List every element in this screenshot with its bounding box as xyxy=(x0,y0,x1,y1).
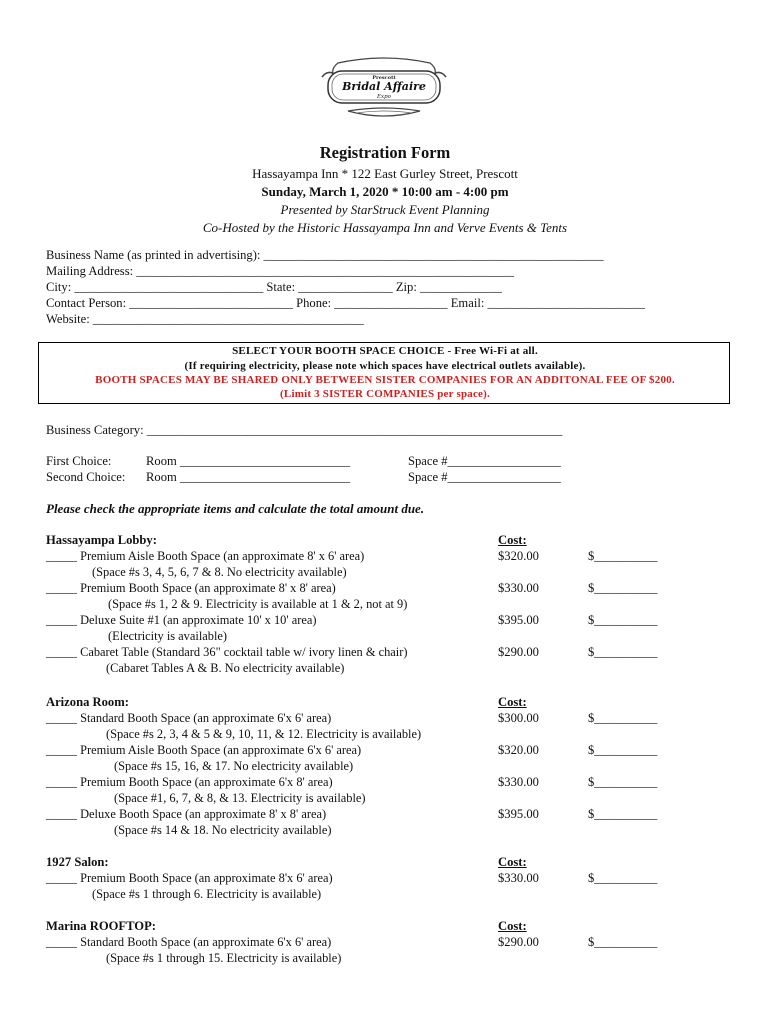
booth-box-line-4: (Limit 3 SISTER COMPANIES per space). xyxy=(280,388,490,400)
amount-due-field[interactable]: $__________ xyxy=(588,645,658,659)
amount-due-field[interactable]: $__________ xyxy=(588,549,658,563)
first-choice-room-field[interactable]: Room ___________________________ xyxy=(146,454,350,468)
second-choice-room-field[interactable]: Room ___________________________ xyxy=(146,470,350,484)
booth-option-cost: $320.00 xyxy=(498,549,539,563)
booth-box-line-3: BOOTH SPACES MAY BE SHARED ONLY BETWEEN SISTER COMPANIES FOR AN ADDITONAL FEE OF $200. xyxy=(95,374,675,386)
date-line: Sunday, March 1, 2020 * 10:00 am - 4:00 pm xyxy=(261,184,509,199)
booth-option-note: (Cabaret Tables A & B. No electricity available) xyxy=(106,661,345,675)
contact-phone-email-field[interactable]: Contact Person: __________________________ Phone: __________________ Email: _________________________ xyxy=(46,296,645,310)
booth-option-note: (Space #s 1 through 6. Electricity is available) xyxy=(92,887,322,901)
first-choice-space-field[interactable]: Space #__________________ xyxy=(408,454,561,468)
booth-option-note: (Space #s 1, 2 & 9. Electricity is available at 1 & 2, not at 9) xyxy=(108,597,408,611)
city-state-zip-field[interactable]: City: ______________________________ State: _______________ Zip: _____________ xyxy=(46,280,502,294)
amount-due-field[interactable]: $__________ xyxy=(588,743,658,757)
booth-option-cost: $290.00 xyxy=(498,645,539,659)
amount-due-field[interactable]: $__________ xyxy=(588,581,658,595)
presented-line: Presented by StarStruck Event Planning xyxy=(280,202,490,217)
booth-option-line[interactable]: _____ Deluxe Suite #1 (an approximate 10' x 10' area) xyxy=(46,613,317,627)
booth-option-note: (Space #s 15, 16, & 17. No electricity available) xyxy=(114,759,354,773)
booth-option-line[interactable]: _____ Standard Booth Space (an approximate 6'x 6' area) xyxy=(46,935,332,949)
second-choice-label: Second Choice: xyxy=(46,470,126,484)
second-choice-space-field[interactable]: Space #__________________ xyxy=(408,470,561,484)
cohost-line: Co-Hosted by the Historic Hassayampa Inn and Verve Events & Tents xyxy=(202,220,568,235)
booth-box-line-1: SELECT YOUR BOOTH SPACE CHOICE - Free Wi-Fi at all. xyxy=(232,345,538,357)
mailing-address-field[interactable]: Mailing Address: ____________________________________________________________ xyxy=(46,264,515,278)
booth-box-line-2: (If requiring electricity, please note which spaces have electrical outlets available). xyxy=(184,360,586,372)
amount-due-field[interactable]: $__________ xyxy=(588,807,658,821)
section-heading: Marina ROOFTOP: xyxy=(46,919,156,933)
venue-line: Hassayampa Inn * 122 East Gurley Street, Prescott xyxy=(252,166,518,181)
booth-option-line[interactable]: _____ Premium Aisle Booth Space (an approximate 8' x 6' area) xyxy=(46,549,365,563)
logo-top-text: Prescott xyxy=(372,75,396,81)
logo-main-text: Bridal Affaire xyxy=(342,80,426,93)
booth-option-note: (Space #1, 6, 7, & 8, & 13. Electricity is available) xyxy=(114,791,366,805)
booth-option-line[interactable]: _____ Premium Booth Space (an approximate 8'x 6' area) xyxy=(46,871,333,885)
booth-option-line[interactable]: _____ Premium Booth Space (an approximate 6'x 8' area) xyxy=(46,775,333,789)
booth-option-line[interactable]: _____ Premium Booth Space (an approximate 8' x 8' area) xyxy=(46,581,336,595)
amount-due-field[interactable]: $__________ xyxy=(588,711,658,725)
business-name-field[interactable]: Business Name (as printed in advertising): ______________________________________________________ xyxy=(46,248,604,262)
booth-option-cost: $330.00 xyxy=(498,581,539,595)
amount-due-field[interactable]: $__________ xyxy=(588,775,658,789)
amount-due-field[interactable]: $__________ xyxy=(588,871,658,885)
logo-sub-text: Expo xyxy=(377,94,391,100)
bridal-affaire-logo xyxy=(318,55,450,123)
booth-option-cost: $395.00 xyxy=(498,807,539,821)
page-title: Registration Form xyxy=(319,143,451,162)
booth-option-cost: $300.00 xyxy=(498,711,539,725)
first-choice-label: First Choice: xyxy=(46,454,112,468)
booth-option-note: (Electricity is available) xyxy=(108,629,228,643)
cost-header: Cost: xyxy=(498,855,527,869)
booth-option-line[interactable]: _____ Cabaret Table (Standard 36" cocktail table w/ ivory linen & chair) xyxy=(46,645,408,659)
amount-due-field[interactable]: $__________ xyxy=(588,935,658,949)
instructions: Please check the appropriate items and calculate the total amount due. xyxy=(46,501,425,516)
section-heading: Hassayampa Lobby: xyxy=(46,533,157,547)
booth-option-cost: $330.00 xyxy=(498,871,539,885)
booth-option-note: (Space #s 2, 3, 4 & 5 & 9, 10, 11, & 12. Electricity is available) xyxy=(106,727,422,741)
amount-due-field[interactable]: $__________ xyxy=(588,613,658,627)
booth-option-line[interactable]: _____ Standard Booth Space (an approximate 6'x 6' area) xyxy=(46,711,332,725)
business-category-field[interactable]: Business Category: __________________________________________________________________ xyxy=(46,423,563,437)
booth-option-line[interactable]: _____ Deluxe Booth Space (an approximate 8' x 8' area) xyxy=(46,807,327,821)
section-heading: Arizona Room: xyxy=(46,695,129,709)
booth-option-note: (Space #s 3, 4, 5, 6, 7 & 8. No electricity available) xyxy=(92,565,347,579)
booth-option-line[interactable]: _____ Premium Aisle Booth Space (an approximate 6'x 6' area) xyxy=(46,743,362,757)
section-heading: 1927 Salon: xyxy=(46,855,109,869)
booth-option-note: (Space #s 1 through 15. Electricity is available) xyxy=(106,951,342,965)
cost-header: Cost: xyxy=(498,919,527,933)
booth-info-box xyxy=(38,342,730,404)
cost-header: Cost: xyxy=(498,695,527,709)
booth-option-cost: $290.00 xyxy=(498,935,539,949)
booth-option-cost: $330.00 xyxy=(498,775,539,789)
cost-header: Cost: xyxy=(498,533,527,547)
booth-option-cost: $395.00 xyxy=(498,613,539,627)
booth-option-note: (Space #s 14 & 18. No electricity available) xyxy=(114,823,332,837)
website-field[interactable]: Website: ___________________________________________ xyxy=(46,312,364,326)
booth-option-cost: $320.00 xyxy=(498,743,539,757)
